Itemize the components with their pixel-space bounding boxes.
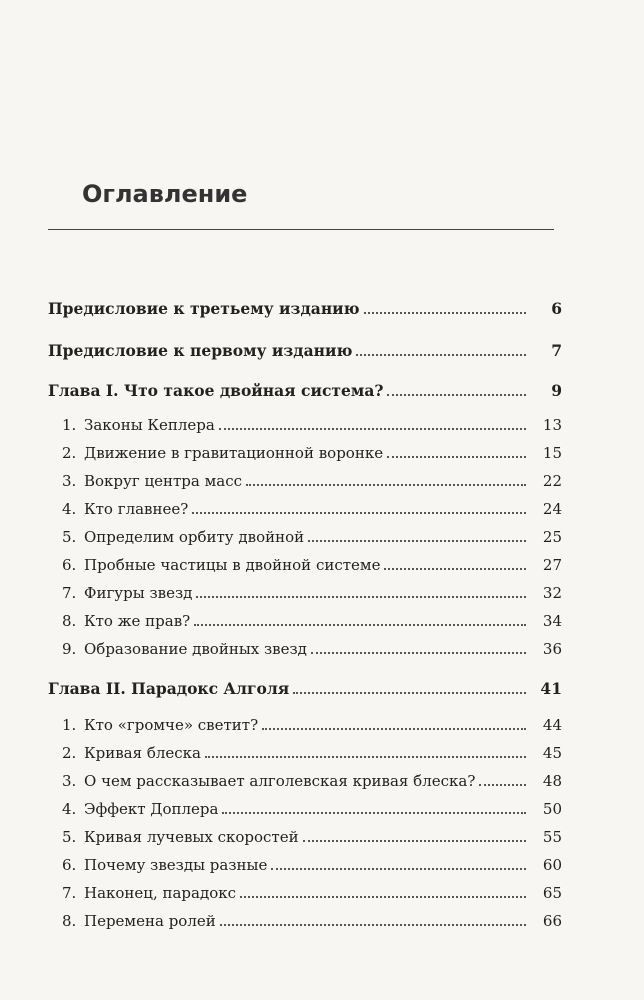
toc-entry-label: Вокруг центра масс: [84, 472, 243, 490]
toc-entry-number: 2.: [62, 744, 77, 762]
toc-entry-number: 8.: [62, 912, 77, 930]
dot-leader: [364, 312, 526, 314]
toc-entry-label: Кривая блеска: [84, 744, 201, 762]
dot-leader: [222, 812, 526, 814]
dot-leader: [219, 428, 526, 430]
toc-entry-page: 27: [542, 556, 562, 574]
toc-entry-page: 50: [542, 800, 562, 818]
toc-entry-label: Глава I. Что такое двойная система?: [48, 381, 384, 400]
toc-entry-page: 32: [542, 584, 562, 602]
toc-entry-page: 45: [542, 744, 562, 762]
toc-entry-number: 3.: [62, 472, 77, 490]
toc-subentry: [62, 854, 562, 876]
toc-entry-preface-first: [48, 340, 562, 362]
toc-entry-page: 44: [542, 716, 562, 734]
dot-leader: [192, 512, 526, 514]
title-underline: [48, 229, 554, 230]
toc-entry-page: 60: [542, 856, 562, 874]
toc-entry-number: 4.: [62, 500, 77, 518]
toc-entry-number: 6.: [62, 856, 77, 874]
toc-entry-number: 9.: [62, 640, 77, 658]
toc-entry-number: 5.: [62, 828, 77, 846]
toc-subentry: [62, 554, 562, 576]
toc-entry-page: 48: [542, 772, 562, 790]
toc-entry-label: Предисловие к третьему изданию: [48, 299, 360, 318]
toc-entry-label: Перемена ролей: [84, 912, 216, 930]
dot-leader: [384, 568, 526, 570]
dot-leader: [387, 394, 526, 396]
dot-leader: [194, 624, 526, 626]
toc-subentry: [62, 770, 562, 792]
toc-entry-page: 55: [542, 828, 562, 846]
toc-entry-chapter-1: [48, 380, 562, 402]
dot-leader: [293, 692, 526, 694]
toc-entry-label: Фигуры звезд: [84, 584, 193, 602]
toc-entry-number: 1.: [62, 416, 77, 434]
toc-subentry: [62, 742, 562, 764]
toc-subentry: [62, 638, 562, 660]
toc-entry-label: Кривая лучевых скоростей: [84, 828, 299, 846]
dot-leader: [356, 354, 526, 356]
toc-subentry: [62, 910, 562, 932]
toc-entry-number: 3.: [62, 772, 77, 790]
toc-entry-number: 2.: [62, 444, 77, 462]
dot-leader: [308, 540, 526, 542]
toc-entry-number: 8.: [62, 612, 77, 630]
toc-entry-page: 7: [551, 341, 562, 360]
dot-leader: [240, 896, 526, 898]
dot-leader: [246, 484, 526, 486]
toc-entry-number: 1.: [62, 716, 77, 734]
dot-leader: [205, 756, 526, 758]
toc-subentry: [62, 610, 562, 632]
toc-entry-label: Кто главнее?: [84, 500, 189, 518]
toc-subentry: [62, 470, 562, 492]
toc-entry-label: Эффект Доплера: [84, 800, 219, 818]
toc-entry-label: Образование двойных звезд: [84, 640, 307, 658]
toc-entry-page: 65: [542, 884, 562, 902]
toc-entry-number: 5.: [62, 528, 77, 546]
toc-subentry: [62, 882, 562, 904]
toc-entry-page: 34: [542, 612, 562, 630]
toc-subentry: [62, 714, 562, 736]
toc-entry-page: 6: [551, 299, 562, 318]
toc-subentry: [62, 582, 562, 604]
toc-entry-label: Предисловие к первому изданию: [48, 341, 353, 360]
toc-subentry: [62, 498, 562, 520]
toc-entry-number: 6.: [62, 556, 77, 574]
toc-entry-label: Почему звезды разные: [84, 856, 268, 874]
dot-leader: [303, 840, 526, 842]
toc-entry-chapter-2: [48, 678, 562, 700]
toc-entry-page: 25: [542, 528, 562, 546]
dot-leader: [262, 728, 526, 730]
toc-entry-label: Пробные частицы в двойной системе: [84, 556, 381, 574]
toc-entry-page: 66: [542, 912, 562, 930]
toc-entry-preface-third: [48, 298, 562, 320]
toc-entry-page: 24: [542, 500, 562, 518]
dot-leader: [271, 868, 526, 870]
toc-entry-number: 7.: [62, 884, 77, 902]
toc-entry-label: Кто «громче» светит?: [84, 716, 259, 734]
toc-entry-label: Движение в гравитационной воронке: [84, 444, 384, 462]
toc-entry-page: 15: [542, 444, 562, 462]
toc-entry-label: Глава II. Парадокс Алголя: [48, 679, 290, 698]
page-title: Оглавление: [82, 180, 248, 208]
toc-subentry: [62, 442, 562, 464]
toc-entry-label: Наконец, парадокс: [84, 884, 237, 902]
dot-leader: [220, 924, 526, 926]
toc-entry-label: Определим орбиту двойной: [84, 528, 305, 546]
toc-entry-number: 4.: [62, 800, 77, 818]
toc-entry-label: О чем рассказывает алголевская кривая блеска?: [84, 772, 476, 790]
toc-subentry: [62, 526, 562, 548]
dot-leader: [196, 596, 526, 598]
toc-entry-page: 41: [540, 679, 562, 698]
toc-entry-number: 7.: [62, 584, 77, 602]
toc-entry-page: 9: [551, 381, 562, 400]
dot-leader: [311, 652, 526, 654]
toc-entry-page: 13: [542, 416, 562, 434]
toc-entry-label: Законы Кеплера: [84, 416, 215, 434]
dot-leader: [479, 784, 526, 786]
toc-subentry: [62, 798, 562, 820]
toc-entry-page: 22: [542, 472, 562, 490]
dot-leader: [387, 456, 526, 458]
toc-entry-label: Кто же прав?: [84, 612, 191, 630]
toc-subentry: [62, 414, 562, 436]
toc-subentry: [62, 826, 562, 848]
toc-entry-page: 36: [542, 640, 562, 658]
